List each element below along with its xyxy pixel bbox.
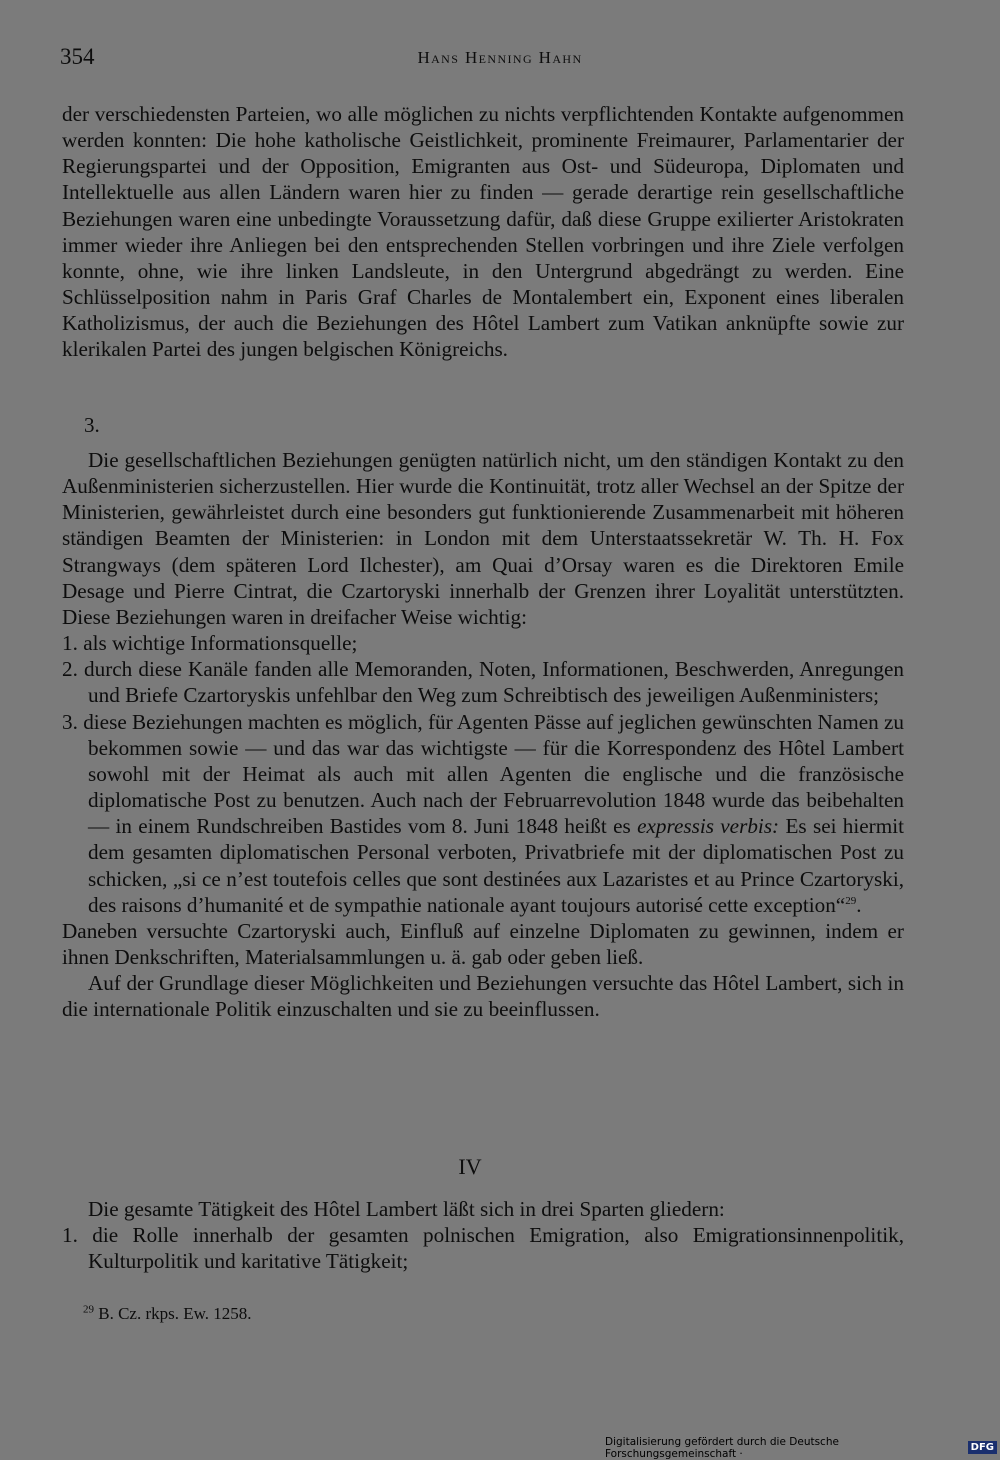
footnote	[83, 1304, 252, 1324]
paragraph: der verschiedensten Parteien, wo alle möglichen zu nichts verpflichtenden Kontakte aufgenommen werden konnten: Die hohe katholische Geistlichkeit, prominente Freimaurer, Parlamentarier der Regierungspartei und der Opposition, Emigranten aus Ost- und Südeuropa, Diplomaten und Intellektuelle aus allen Ländern waren hier zu finden — gerade derartige rein gesellschaftliche Beziehungen waren eine unbedingte Voraussetzung dafür, daß diese Gruppe exilierter Aristokraten immer wieder ihre Anliegen bei den entsprechenden Stellen vorbringen und ihre Ziele verfolgen konnte, ohne, wie ihre linken Landsleute, in den Untergrund abgedrängt zu werden. Eine Schlüsselposition nahm in Paris Graf Charles de Montalembert ein, Exponent eines liberalen Katholizismus, der auch die Beziehungen des Hôtel Lambert zum Vatikan anknüpfte sowie zur klerikalen Partei des jungen belgischen Königreichs.	[62, 102, 904, 362]
footnote-reference[interactable]: 29	[845, 894, 857, 907]
list-item-text: Es sei hiermit dem gesamten diplomatischen Personal verboten, Privatbriefe mit der diplomatischen Post zu schicken, „si ce n’est toutefois celles que sont destinées aux Lazaristes et au Prince Czartoryski, des raisons d’humanité et de sympathie nationale ayant toujours autorisé cette exception“	[88, 814, 904, 917]
page-number: 354	[60, 44, 95, 69]
list-item: 2. durch diese Kanäle fanden alle Memoranden, Noten, Informationen, Beschwerden, Anregungen und Briefe Czartoryskis unfehlbar den Weg zum Schreibtisch des jeweiligen Außenministers;	[62, 657, 904, 708]
list-item: 1. die Rolle innerhalb der gesamten polnischen Emigration, also Emigrationsinnenpolitik, Kulturpolitik und karitative Tätigkeit;	[62, 1223, 904, 1274]
paragraph: Die gesamte Tätigkeit des Hôtel Lambert läßt sich in drei Sparten gliedern:	[88, 1197, 725, 1221]
list-item-text: 3. diese Beziehungen machten es möglich, für Agenten Pässe auf jeglichen gewünschten Namen zu bekommen sowie — und das war das wichtigste — für die Korrespondenz des Hôtel Lambert sowohl mit der Heimat als auch mit allen Agenten die englische und die französische diplomatische Post zu benutzen. Auch nach der Februarrevolution 1848 wurde das beibehalten — in einem Rundschreiben Bastides vom 8. Juni 1848 heißt es	[62, 709, 904, 839]
digitization-footer	[605, 1435, 1000, 1460]
dfg-logo-icon: DFG	[968, 1441, 997, 1454]
text-block-top	[62, 101, 904, 363]
paragraph: Auf der Grundlage dieser Möglichkeiten und Beziehungen versuchte das Hôtel Lambert, sich in die internationale Politik einzuschalten und sie zu beeinflussen.	[62, 971, 904, 1022]
footnote-number: 29	[83, 1303, 94, 1316]
emphasis: expressis verbis:	[637, 814, 780, 839]
footer-text: Digitalisierung gefördert durch die Deutsche Forschungsgemeinschaft ·	[605, 1435, 839, 1460]
punctuation: .	[856, 892, 862, 917]
paragraph: Die gesellschaftlichen Beziehungen genügten natürlich nicht, um den ständigen Kontakt zu den Außenministerien sicherzustellen. Hier wurde die Kontinuität, trotz aller Wechsel an der Spitze der Ministerien, gewährleistet durch eine besonders gut funktionierende Zusammenarbeit mit höheren ständigen Beamten der Ministerien: in London mit dem Unterstaatssekretär W. Th. H. Fox Strangways (dem späteren Lord Ilchester), am Quai d’Orsay waren es die Direktoren Emile Desage und Pierre Cintrat, die Czartoryski innerhalb der Grenzen ihrer Loyalität unterstützten. Diese Beziehungen waren in dreifacher Weise wichtig:	[62, 448, 904, 629]
text-block-section-3	[62, 447, 904, 1022]
section-number: 3.	[84, 413, 100, 437]
running-head: Hans Henning Hahn	[417, 48, 583, 67]
list-item	[62, 709, 904, 918]
section-heading: IV	[458, 1154, 482, 1179]
list-item: 1. als wichtige Informationsquelle;	[62, 631, 358, 656]
footnote-text: B. Cz. rkps. Ew. 1258.	[94, 1304, 252, 1323]
paragraph: Daneben versuchte Czartoryski auch, Einfluß auf einzelne Diplomaten zu gewinnen, indem er ihnen Denkschriften, Materialsammlungen u. ä. gab oder geben ließ.	[62, 918, 904, 969]
text-block-section-iv	[62, 1196, 904, 1274]
